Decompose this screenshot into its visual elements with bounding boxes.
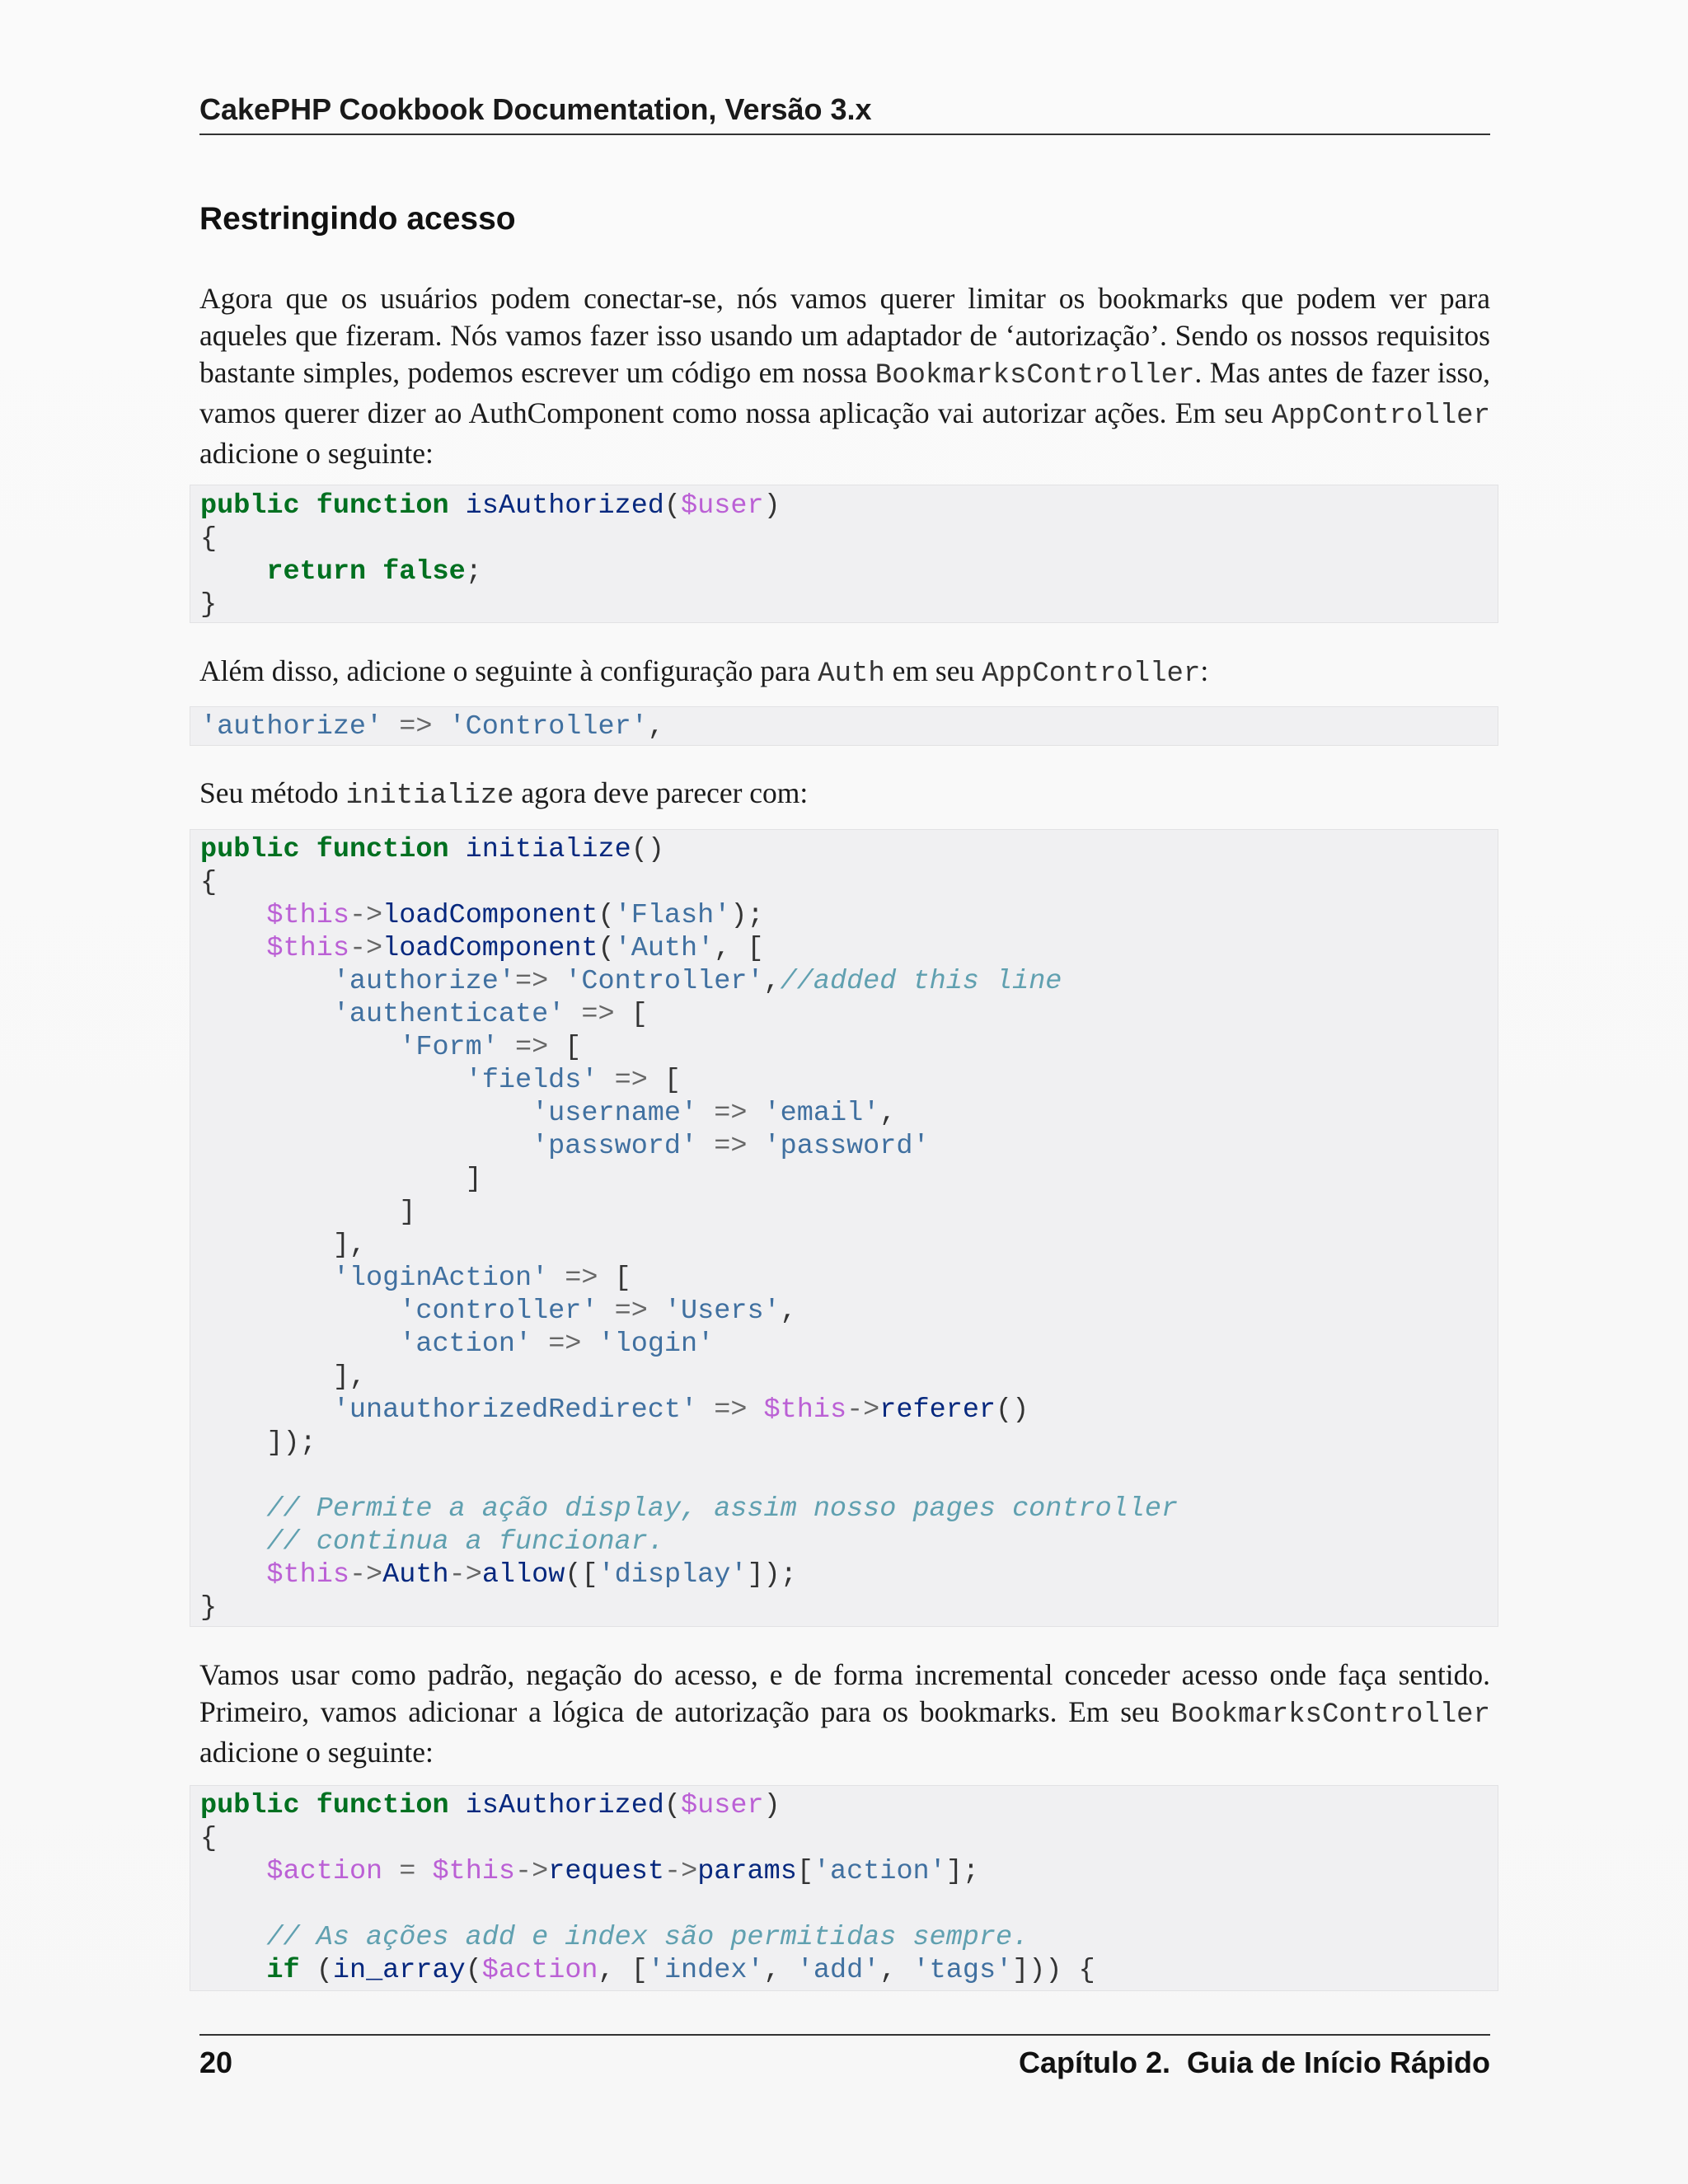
code-line xyxy=(200,1032,581,1063)
punctuation-token: ], xyxy=(200,1230,367,1261)
punctuation-token: , xyxy=(780,1296,797,1327)
code-line xyxy=(200,1493,1178,1525)
string-token: 'login' xyxy=(598,1329,715,1360)
operator-token: -> xyxy=(349,900,383,931)
punctuation-token xyxy=(200,1955,266,1986)
code-listing xyxy=(190,830,1498,1624)
code-line xyxy=(200,1922,1029,1953)
string-token: 'username' xyxy=(532,1098,698,1129)
punctuation-token: ); xyxy=(730,900,764,931)
paragraph-default-deny xyxy=(199,1657,1490,1771)
code-block-isauthorized-bookmarks xyxy=(190,1785,1498,1991)
punctuation-token: , xyxy=(763,966,781,997)
punctuation-token xyxy=(200,1329,399,1360)
punctuation-token: ] xyxy=(200,1197,416,1228)
running-header: CakePHP Cookbook Documentation, Versão 3.x xyxy=(199,92,872,126)
code-block-authorize-option xyxy=(190,706,1498,746)
punctuation-token xyxy=(598,1065,614,1096)
punctuation-token xyxy=(200,1526,266,1558)
string-token: 'fields' xyxy=(465,1065,598,1096)
variable-token: $action xyxy=(481,1955,598,1986)
string-token: 'controller' xyxy=(399,1296,598,1327)
punctuation-token xyxy=(200,556,266,588)
punctuation-token xyxy=(747,1131,763,1162)
operator-token: -> xyxy=(349,1559,383,1591)
code-line xyxy=(200,490,781,522)
punctuation-token xyxy=(200,900,266,931)
punctuation-token xyxy=(300,1790,316,1821)
punctuation-token: } xyxy=(200,589,218,621)
string-token: 'tags' xyxy=(912,1955,1013,1986)
operator-token: => xyxy=(714,1394,748,1426)
operator-token: => xyxy=(714,1131,748,1162)
identifier-token: isAuthorized xyxy=(465,1790,664,1821)
punctuation-token: , xyxy=(763,1955,797,1986)
punctuation-token xyxy=(200,1263,333,1294)
punctuation-token: ] xyxy=(200,1164,482,1195)
string-token: 'password' xyxy=(763,1131,930,1162)
paragraph-text: Vamos usar como padrão, negação do acesso, e de forma incremental conceder acesso onde faça sentido. Primeiro, vamos adicionar a lógica de autorização para os bookmarks. Em seu xyxy=(199,1658,1490,1728)
string-token: 'display' xyxy=(598,1559,748,1591)
punctuation-token: , [ xyxy=(714,933,764,964)
punctuation-token: { xyxy=(200,867,218,898)
punctuation-token: ]); xyxy=(747,1559,797,1591)
code-listing xyxy=(190,1786,1498,1987)
code-line xyxy=(200,1329,714,1360)
punctuation-token: [ xyxy=(614,999,648,1030)
identifier-token: referer xyxy=(879,1394,996,1426)
punctuation-token: , xyxy=(879,1955,913,1986)
code-line xyxy=(200,1361,366,1393)
code-line xyxy=(200,1559,797,1591)
punctuation-token xyxy=(415,1856,432,1887)
string-token: 'password' xyxy=(532,1131,698,1162)
punctuation-token xyxy=(565,999,581,1030)
operator-token: => xyxy=(614,1296,648,1327)
punctuation-token xyxy=(200,1856,266,1887)
operator-token: -> xyxy=(349,933,383,964)
string-token: 'action' xyxy=(813,1856,946,1887)
code-block-isauthorized-app xyxy=(190,485,1498,623)
paragraph-text: . Mas antes de fazer isso, vamos querer dizer ao AuthComponent como nossa aplicação vai autorizar ações. Em seu xyxy=(199,356,1490,429)
paragraph-text: : xyxy=(1200,654,1209,687)
punctuation-token xyxy=(548,1263,565,1294)
code-block-initialize xyxy=(190,829,1498,1627)
punctuation-token: , [ xyxy=(598,1955,648,1986)
punctuation-token: ( xyxy=(663,1790,682,1821)
variable-token: $user xyxy=(681,490,764,522)
operator-token: -> xyxy=(448,1559,482,1591)
punctuation-token: ]); xyxy=(200,1427,316,1459)
inline-code: BookmarksController xyxy=(1170,1699,1490,1731)
punctuation-token xyxy=(747,1098,763,1129)
keyword-token: public xyxy=(200,490,300,522)
punctuation-token xyxy=(598,1296,615,1327)
header-rule xyxy=(199,134,1490,135)
punctuation-token: , xyxy=(647,711,664,743)
operator-token: => xyxy=(581,999,615,1030)
punctuation-token xyxy=(200,1559,266,1591)
punctuation-token xyxy=(697,1098,714,1129)
punctuation-token xyxy=(432,711,448,743)
punctuation-token: ], xyxy=(200,1361,367,1393)
variable-token: $this xyxy=(763,1394,847,1426)
code-line xyxy=(200,1131,930,1162)
punctuation-token xyxy=(300,490,316,522)
variable-token: $this xyxy=(266,900,349,931)
string-token: 'action' xyxy=(399,1329,532,1360)
variable-token: $this xyxy=(432,1856,516,1887)
punctuation-token: ([ xyxy=(565,1559,598,1591)
identifier-token: in_array xyxy=(332,1955,466,1986)
string-token: 'authenticate' xyxy=(332,999,565,1030)
code-line xyxy=(200,1394,1029,1426)
punctuation-token: ) xyxy=(763,490,781,522)
identifier-token: params xyxy=(697,1856,797,1887)
punctuation-token: ]; xyxy=(945,1856,979,1887)
identifier-token: request xyxy=(548,1856,664,1887)
punctuation-token xyxy=(449,834,466,865)
operator-token: => xyxy=(565,1263,598,1294)
comment-token: // Permite a ação display, assim nosso pages controller xyxy=(266,1493,1179,1525)
paragraph-text: adicione o seguinte: xyxy=(199,437,434,470)
punctuation-token xyxy=(200,1296,399,1327)
operator-token: -> xyxy=(846,1394,880,1426)
code-line xyxy=(200,1263,631,1294)
identifier-token: loadComponent xyxy=(382,933,598,964)
variable-token: $this xyxy=(266,933,349,964)
paragraph-text: em seu xyxy=(884,654,982,687)
punctuation-token xyxy=(532,1329,548,1360)
string-token: 'email' xyxy=(763,1098,880,1129)
code-line xyxy=(200,834,664,865)
string-token: 'authorize' xyxy=(332,966,515,997)
paragraph-auth-config xyxy=(199,653,1490,693)
variable-token: $this xyxy=(266,1559,349,1591)
keyword-token: public xyxy=(200,1790,300,1821)
punctuation-token: ( xyxy=(598,900,615,931)
punctuation-token: () xyxy=(996,1394,1029,1426)
punctuation-token xyxy=(499,1032,515,1063)
punctuation-token: [ xyxy=(647,1065,682,1096)
punctuation-token: ])) { xyxy=(1012,1955,1095,1986)
operator-token: -> xyxy=(515,1856,549,1887)
punctuation-token xyxy=(200,999,333,1030)
paragraph-text: Agora que os usuários podem conectar-se, nós vamos querer limitar os bookmarks que podem ver para aqueles que fizeram. Nós vamos fazer isso usando um adaptador de ‘autorização’. Sendo os nossos requisitos bastante simples, podemos escrever um código em nossa xyxy=(199,282,1490,389)
punctuation-token: [ xyxy=(796,1856,814,1887)
punctuation-token: { xyxy=(200,523,218,555)
identifier-token: Auth xyxy=(382,1559,449,1591)
string-token: 'loginAction' xyxy=(332,1263,549,1294)
code-line xyxy=(200,711,664,743)
paragraph-text: Além disso, adicione o seguinte à configuração para xyxy=(199,654,818,687)
paragraph-initialize xyxy=(199,775,1490,815)
punctuation-token: } xyxy=(200,1592,218,1624)
punctuation-token: ( xyxy=(598,933,615,964)
footer-rule xyxy=(199,2034,1490,2036)
punctuation-token: [ xyxy=(548,1032,582,1063)
code-line xyxy=(200,1856,979,1887)
punctuation-token xyxy=(200,1922,266,1953)
code-line xyxy=(200,1197,415,1228)
comment-token: //added this line xyxy=(780,966,1062,997)
identifier-token: loadComponent xyxy=(382,900,598,931)
code-line xyxy=(200,1823,217,1854)
punctuation-token xyxy=(747,1394,763,1426)
operator-token: => xyxy=(548,1329,582,1360)
keyword-token: false xyxy=(382,556,466,588)
code-line xyxy=(200,1526,664,1558)
punctuation-token xyxy=(200,966,333,997)
code-line xyxy=(200,999,648,1030)
string-token: 'Users' xyxy=(663,1296,781,1327)
string-token: 'Form' xyxy=(399,1032,499,1063)
code-line xyxy=(200,867,217,898)
punctuation-token: ) xyxy=(763,1790,781,1821)
code-line xyxy=(200,1592,217,1624)
paragraph-text: adicione o seguinte: xyxy=(199,1736,434,1769)
string-token: 'add' xyxy=(796,1955,880,1986)
operator-token: => xyxy=(714,1098,748,1129)
code-line xyxy=(200,900,764,931)
code-line xyxy=(200,1955,1095,1986)
keyword-token: function xyxy=(316,490,449,522)
punctuation-token xyxy=(200,1032,399,1063)
punctuation-token: , xyxy=(879,1098,897,1129)
paragraph-text: agora deve parecer com: xyxy=(513,776,809,809)
punctuation-token xyxy=(548,966,565,997)
punctuation-token: { xyxy=(200,1823,218,1854)
operator-token: => xyxy=(614,1065,648,1096)
code-line xyxy=(200,933,764,964)
inline-code: BookmarksController xyxy=(874,360,1195,391)
code-listing xyxy=(190,707,1498,743)
paragraph-intro xyxy=(199,280,1490,472)
code-line xyxy=(200,1164,482,1195)
code-line xyxy=(200,1296,797,1327)
code-line xyxy=(200,1098,896,1129)
punctuation-token xyxy=(382,1856,399,1887)
code-line xyxy=(200,556,482,588)
punctuation-token xyxy=(200,933,266,964)
operator-token: => xyxy=(514,1032,549,1063)
comment-token: // As ações add e index são permitidas sempre. xyxy=(266,1922,1029,1953)
operator-token: => xyxy=(514,966,549,997)
punctuation-token xyxy=(366,556,382,588)
string-token: 'Auth' xyxy=(614,933,715,964)
keyword-token: if xyxy=(266,1955,300,1986)
string-token: 'Controller' xyxy=(565,966,764,997)
punctuation-token xyxy=(200,1065,466,1096)
code-line xyxy=(200,966,1062,997)
inline-code: AppController xyxy=(1271,401,1490,432)
code-line xyxy=(200,1790,781,1821)
section-title: Restringindo acesso xyxy=(199,201,516,237)
identifier-token: isAuthorized xyxy=(465,490,664,522)
inline-code: Auth xyxy=(818,658,885,690)
code-line xyxy=(200,523,217,555)
keyword-token: function xyxy=(316,1790,449,1821)
string-token: 'Flash' xyxy=(614,900,731,931)
keyword-token: return xyxy=(266,556,367,588)
comment-token: // continua a funcionar. xyxy=(266,1526,664,1558)
punctuation-token xyxy=(300,834,316,865)
paragraph-text: Seu método xyxy=(199,776,346,809)
inline-code: initialize xyxy=(345,780,514,812)
string-token: 'index' xyxy=(647,1955,764,1986)
punctuation-token: () xyxy=(631,834,664,865)
code-line xyxy=(200,589,217,621)
string-token: 'authorize' xyxy=(200,711,383,743)
inline-code: AppController xyxy=(982,658,1201,690)
operator-token: => xyxy=(399,711,433,743)
punctuation-token: ( xyxy=(465,1955,482,1986)
code-listing xyxy=(190,485,1498,621)
chapter-title: Capítulo 2. Guia de Início Rápido xyxy=(1018,2046,1490,2079)
punctuation-token: ( xyxy=(299,1955,333,1986)
page-number: 20 xyxy=(199,2046,233,2079)
punctuation-token xyxy=(697,1394,714,1426)
punctuation-token xyxy=(200,1394,333,1426)
string-token: 'Controller' xyxy=(448,711,648,743)
code-line xyxy=(200,1065,681,1096)
punctuation-token: ( xyxy=(663,490,682,522)
identifier-token: initialize xyxy=(465,834,631,865)
punctuation-token xyxy=(697,1131,714,1162)
code-line xyxy=(200,1230,366,1261)
punctuation-token: [ xyxy=(598,1263,631,1294)
punctuation-token xyxy=(200,1098,532,1129)
variable-token: $user xyxy=(681,1790,764,1821)
string-token: 'unauthorizedRedirect' xyxy=(332,1394,698,1426)
punctuation-token xyxy=(200,1131,532,1162)
punctuation-token xyxy=(200,1493,266,1525)
punctuation-token xyxy=(581,1329,598,1360)
punctuation-token xyxy=(449,490,466,522)
variable-token: $action xyxy=(266,1856,383,1887)
punctuation-token xyxy=(648,1296,664,1327)
punctuation-token xyxy=(382,711,399,743)
punctuation-token: ; xyxy=(465,556,482,588)
keyword-token: function xyxy=(316,834,449,865)
identifier-token: allow xyxy=(481,1559,565,1591)
operator-token: = xyxy=(399,1856,416,1887)
punctuation-token xyxy=(449,1790,466,1821)
keyword-token: public xyxy=(200,834,300,865)
operator-token: -> xyxy=(663,1856,698,1887)
code-line xyxy=(200,1427,316,1459)
